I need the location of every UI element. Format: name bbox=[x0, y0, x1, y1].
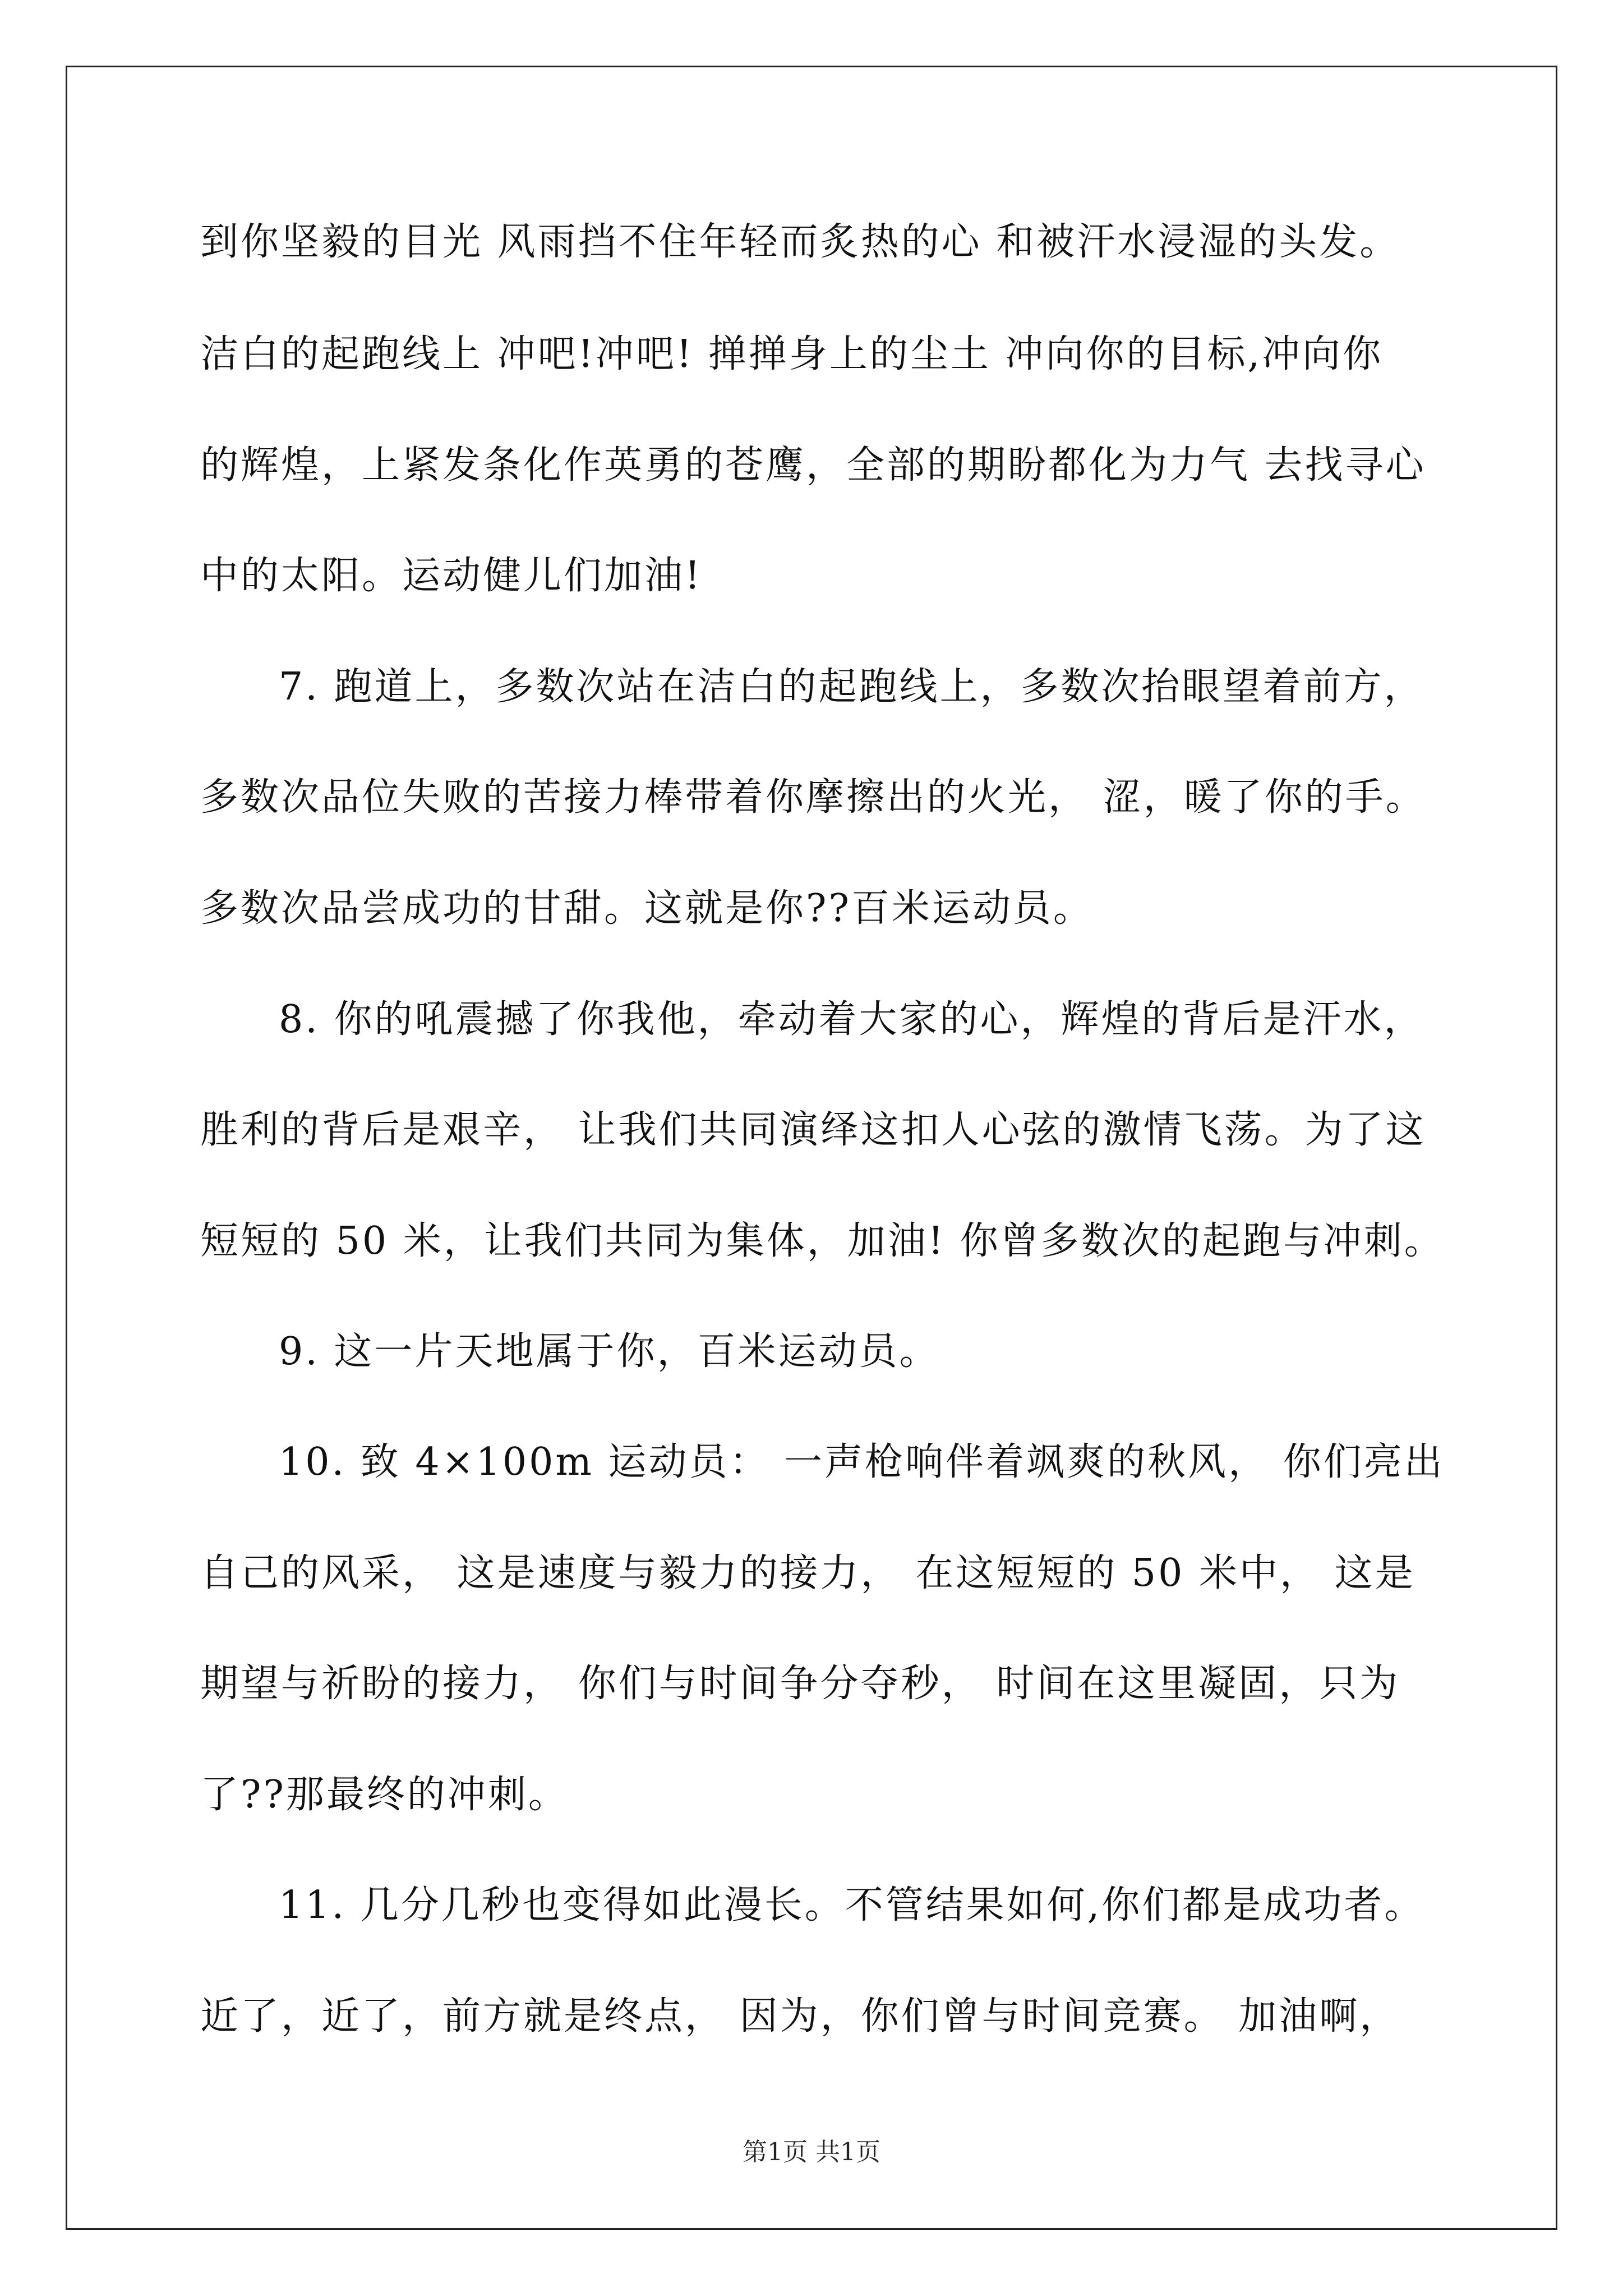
text-line: 多数次品尝成功的甘甜。这就是你??百米运动员。 bbox=[200, 886, 1094, 931]
text-line: 的辉煌，上紧发条化作英勇的苍鹰，全部的期盼都化为力气 去找寻心 bbox=[200, 443, 1426, 487]
text-line: 了??那最终的冲刺。 bbox=[200, 1773, 569, 1817]
paragraph-7-start: 7. 跑道上，多数次站在洁白的起跑线上，多数次抬眼望着前方， bbox=[279, 665, 1424, 709]
text-line: 中的太阳。运动健儿们加油! bbox=[200, 554, 703, 598]
page-footer: 第1页 共1页 bbox=[743, 2138, 880, 2166]
text-line: 自己的风采， 这是速度与毅力的接力， 在这短短的 50 米中， 这是 bbox=[200, 1551, 1415, 1595]
text-line: 近了，近了，前方就是终点， 因为，你们曾与时间竞赛。 加油啊， bbox=[200, 1994, 1400, 2039]
paragraph-10-start: 10. 致 4×100m 运动员： 一声枪响伴着飒爽的秋风， 你们亮出 bbox=[279, 1440, 1445, 1484]
paragraph-9-start: 9. 这一片天地属于你，百米运动员。 bbox=[279, 1329, 940, 1374]
paragraph-8-start: 8. 你的吼震撼了你我他，牵动着大家的心，辉煌的背后是汗水， bbox=[279, 997, 1424, 1042]
text-line: 到你坚毅的目光 风雨挡不住年轻而炙热的心 和被汗水浸湿的头发。 bbox=[200, 220, 1400, 264]
text-line: 期望与祈盼的接力， 你们与时间争分夺秒， 时间在这里凝固，只为 bbox=[200, 1662, 1400, 1706]
text-line: 短短的 50 米，让我们共同为集体，加油! 你曾多数次的起跑与冲刺。 bbox=[200, 1219, 1445, 1263]
text-line: 多数次品位失败的苦接力棒带着你摩擦出的火光， 涩，暖了你的手。 bbox=[200, 775, 1426, 820]
paragraph-11-start: 11. 几分几秒也变得如此漫长。不管结果如何,你们都是成功者。 bbox=[279, 1883, 1425, 1927]
text-line: 胜利的背后是艰辛， 让我们共同演绎这扣人心弦的激情飞荡。为了这 bbox=[200, 1108, 1426, 1152]
text-line: 洁白的起跑线上 冲吧!冲吧! 掸掸身上的尘土 冲向你的目标,冲向你 bbox=[200, 332, 1384, 376]
